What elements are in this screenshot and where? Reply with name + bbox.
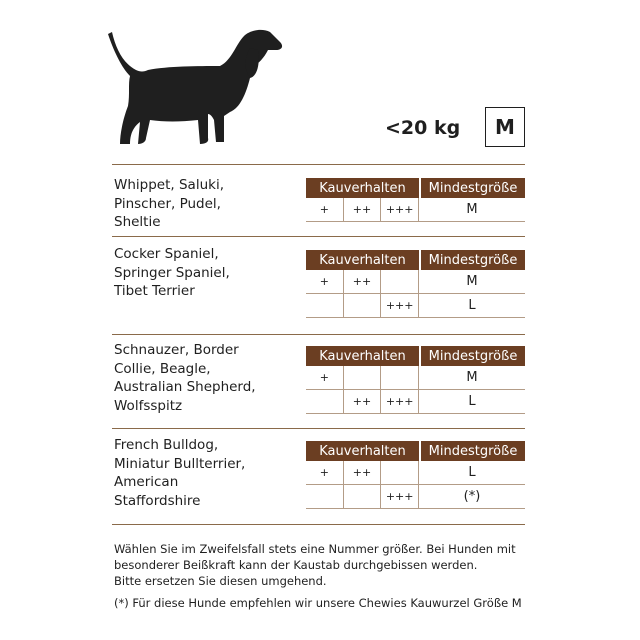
dog-silhouette-icon: [108, 28, 286, 148]
header-min-size: Mindestgröße: [421, 250, 525, 270]
header-chewing: Kauverhalten: [306, 346, 419, 366]
chew-cell: [381, 366, 419, 389]
divider: [112, 524, 525, 525]
chew-cell: [381, 270, 419, 293]
table-header: [306, 346, 525, 366]
chew-cell: [306, 485, 344, 508]
chew-table: [306, 178, 525, 222]
header-chewing: Kauverhalten: [306, 178, 419, 198]
chew-cell: +++: [381, 198, 419, 221]
chew-cell: +++: [381, 294, 419, 317]
table-row: [306, 390, 525, 414]
chew-cell: ++: [344, 390, 382, 413]
table-row: [306, 294, 525, 318]
chew-cell: +: [306, 270, 344, 293]
chew-cell: +: [306, 461, 344, 484]
chew-table: [306, 346, 525, 414]
footnote: (*) Für diese Hunde empfehlen wir unsere Chewies Kauwurzel Größe M: [114, 596, 522, 610]
min-size-cell: L: [468, 394, 476, 409]
chew-cell: [344, 485, 382, 508]
divider: [112, 236, 525, 237]
min-size-cell: L: [468, 465, 476, 480]
chew-cell: ++: [344, 270, 382, 293]
divider: [112, 334, 525, 335]
chew-cell: [344, 366, 382, 389]
chew-cell: +: [306, 198, 344, 221]
breed-list: French Bulldog, Miniatur Bullterrier, American Staffordshire: [114, 437, 246, 509]
chew-cell: +: [306, 366, 344, 389]
size-badge-label: M: [495, 115, 515, 139]
chew-cell: [306, 294, 344, 317]
min-size-cell: L: [468, 298, 476, 313]
chew-cell: ++: [344, 461, 382, 484]
min-size-cell: M: [466, 202, 478, 217]
size-badge: [485, 107, 525, 147]
chew-cell: +++: [381, 485, 419, 508]
min-size-cell: M: [466, 370, 478, 385]
chew-cell: ++: [344, 198, 382, 221]
header-min-size: Mindestgröße: [421, 178, 525, 198]
advice-note: [114, 541, 534, 589]
chew-cell: [306, 390, 344, 413]
header-chewing: Kauverhalten: [306, 250, 419, 270]
chew-table: [306, 250, 525, 318]
note-line: besonderer Beißkraft kann der Kaustab durchgebissen werden.: [114, 558, 478, 572]
table-header: [306, 178, 525, 198]
chew-cell: [344, 294, 382, 317]
table-row: [306, 198, 525, 222]
header-min-size: Mindestgröße: [421, 346, 525, 366]
note-line: Bitte ersetzen Sie diesen umgehend.: [114, 574, 327, 588]
chew-cell: [381, 461, 419, 484]
weight-label: <20 kg: [385, 117, 461, 139]
divider: [112, 428, 525, 429]
min-size-cell: (*): [463, 489, 481, 504]
header-chewing: Kauverhalten: [306, 441, 419, 461]
divider: [112, 164, 525, 165]
table-row: [306, 366, 525, 390]
chew-cell: +++: [381, 390, 419, 413]
table-row: [306, 485, 525, 509]
breed-list: Whippet, Saluki, Pinscher, Pudel, Sheltie: [114, 177, 224, 230]
header-min-size: Mindestgröße: [421, 441, 525, 461]
breed-list: Schnauzer, Border Collie, Beagle, Australian Shepherd, Wolfsspitz: [114, 342, 256, 414]
table-header: [306, 441, 525, 461]
breed-list: Cocker Spaniel, Springer Spaniel, Tibet Terrier: [114, 246, 230, 299]
chew-table: [306, 441, 525, 509]
table-row: [306, 461, 525, 485]
note-line: Wählen Sie im Zweifelsfall stets eine Nummer größer. Bei Hunden mit: [114, 542, 516, 556]
min-size-cell: M: [466, 274, 478, 289]
table-header: [306, 250, 525, 270]
table-row: [306, 270, 525, 294]
